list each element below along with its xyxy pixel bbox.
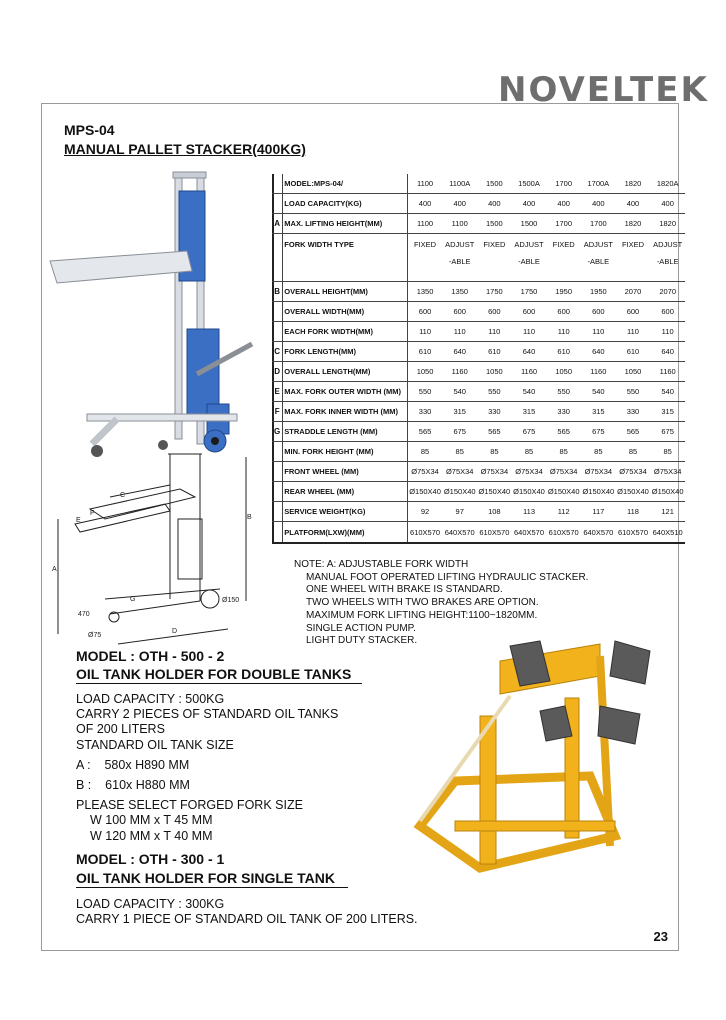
row-label: MAX. FORK INNER WIDTH (MM) <box>283 402 407 422</box>
cell-value: Ø75X34 <box>442 462 477 482</box>
cell-value: Ø150X40 <box>581 482 616 502</box>
dim-label-f: F <box>90 510 95 517</box>
oth500-title: OIL TANK HOLDER FOR DOUBLE TANKS <box>76 666 362 684</box>
cell-line: -ABLE <box>448 256 471 266</box>
stacker-dimension-drawing <box>50 449 272 654</box>
dim-label-470: 470 <box>78 611 90 618</box>
fork-size-heading: PLEASE SELECT FORGED FORK SIZE <box>76 798 303 813</box>
oth300-model: MODEL : OTH - 300 - 1 <box>76 851 225 867</box>
cell-value: 640 <box>581 341 616 361</box>
note-line: TWO WHEELS WITH TWO BRAKES ARE OPTION. <box>306 597 539 609</box>
catalog-page-frame <box>41 103 684 951</box>
cell-value: 1100A <box>442 174 477 193</box>
cell-value: 1160 <box>650 361 685 381</box>
dim-label-e: E <box>76 517 81 524</box>
table-row <box>272 174 685 193</box>
cell-value: 1500 <box>512 213 547 233</box>
cell-value: 1160 <box>512 361 547 381</box>
cell-value: 315 <box>512 402 547 422</box>
pallet-stacker-photo <box>47 169 269 464</box>
spec-table <box>272 174 685 544</box>
row-label: FORK WIDTH TYPE <box>283 233 407 281</box>
row-label: FORK LENGTH(MM) <box>283 341 407 361</box>
cell-value: 1750 <box>477 281 512 301</box>
cell-value: 112 <box>546 502 581 522</box>
row-code: E <box>272 381 283 401</box>
cell-value: 2070 <box>616 281 651 301</box>
cell-line: FIXED <box>414 239 437 249</box>
cell-value: Ø75X34 <box>512 462 547 482</box>
cell-value: 2070 <box>650 281 685 301</box>
table-row <box>272 402 685 422</box>
cell-value <box>477 233 512 281</box>
cell-line: ADJUST <box>653 239 683 249</box>
cell-value: 110 <box>581 321 616 341</box>
oil-tank-holder-photo <box>360 636 675 888</box>
cell-line: ADJUST <box>583 239 613 249</box>
cell-value: 675 <box>512 422 547 442</box>
cell-value <box>616 233 651 281</box>
cell-value: 610X570 <box>616 522 651 543</box>
oth300-title: OIL TANK HOLDER FOR SINGLE TANK <box>76 870 348 888</box>
row-label: OVERALL HEIGHT(MM) <box>283 281 407 301</box>
cell-value: 675 <box>650 422 685 442</box>
cell-value: 315 <box>442 402 477 422</box>
note-line: SINGLE ACTION PUMP. <box>306 622 416 634</box>
product-title: MANUAL PALLET STACKER(400KG) <box>64 141 306 157</box>
notes-block <box>294 559 588 648</box>
cell-value: 85 <box>512 442 547 462</box>
cell-value: Ø75X34 <box>581 462 616 482</box>
cell-value: Ø150X40 <box>546 482 581 502</box>
cell-value: 1700 <box>546 213 581 233</box>
row-label: MODEL:MPS-04/ <box>283 174 407 193</box>
cell-value: 85 <box>650 442 685 462</box>
cell-line: ADJUST <box>514 239 544 249</box>
cell-value: 540 <box>442 381 477 401</box>
cell-value <box>407 233 442 281</box>
cell-value: 550 <box>477 381 512 401</box>
row-code <box>272 174 283 193</box>
cell-value: 1700 <box>581 213 616 233</box>
cell-value: 400 <box>477 193 512 213</box>
cell-value: 330 <box>546 402 581 422</box>
cell-line: -ABLE <box>518 256 540 266</box>
row-label: FRONT WHEEL (MM) <box>283 462 407 482</box>
cell-value: 1820 <box>616 174 651 193</box>
cell-value: 400 <box>546 193 581 213</box>
cell-value: 565 <box>407 422 442 442</box>
row-label: LOAD CAPACITY(KG) <box>283 193 407 213</box>
row-label: OVERALL WIDTH(MM) <box>283 301 407 321</box>
row-code <box>272 233 283 281</box>
fork-size-option: W 120 MM x T 40 MM <box>90 828 213 843</box>
cell-value: 110 <box>616 321 651 341</box>
cell-value: 640X570 <box>581 522 616 543</box>
cell-value: 1500 <box>477 213 512 233</box>
cell-value: 330 <box>407 402 442 422</box>
row-label: SERVICE WEIGHT(KG) <box>283 502 407 522</box>
cell-value: 110 <box>407 321 442 341</box>
cell-value: 565 <box>616 422 651 442</box>
cell-value: 1350 <box>407 281 442 301</box>
cell-value <box>546 233 581 281</box>
tank-size-a: A : 580x H890 MM <box>76 757 190 772</box>
table-row <box>272 321 685 341</box>
cell-value: 640X510 <box>650 522 685 543</box>
cell-value: 85 <box>581 442 616 462</box>
cell-value: 330 <box>477 402 512 422</box>
table-row <box>272 341 685 361</box>
table-row <box>272 502 685 522</box>
spec-line: LOAD CAPACITY : 300KG <box>76 897 225 911</box>
cell-value: 1350 <box>442 281 477 301</box>
row-code <box>272 442 283 462</box>
cell-value: 1700 <box>546 174 581 193</box>
cell-value: 1820A <box>650 174 685 193</box>
cell-value: Ø75X34 <box>477 462 512 482</box>
row-label: MAX. LIFTING HEIGHT(MM) <box>283 213 407 233</box>
cell-value: 108 <box>477 502 512 522</box>
cell-value: Ø150X40 <box>650 482 685 502</box>
cell-value: 610X570 <box>477 522 512 543</box>
row-code <box>272 301 283 321</box>
row-code <box>272 193 283 213</box>
cell-value: 85 <box>546 442 581 462</box>
cell-value: 110 <box>477 321 512 341</box>
cell-value: 315 <box>581 402 616 422</box>
cell-value: Ø75X34 <box>650 462 685 482</box>
cell-value: 1500 <box>477 174 512 193</box>
cell-value: 121 <box>650 502 685 522</box>
cell-value: 113 <box>512 502 547 522</box>
table-row <box>272 361 685 381</box>
cell-value: 110 <box>546 321 581 341</box>
fork-size-option: W 100 MM x T 45 MM <box>90 813 213 828</box>
cell-value: 600 <box>442 301 477 321</box>
cell-value: Ø150X40 <box>616 482 651 502</box>
tank-size-b: B : 610x H880 MM <box>76 778 190 793</box>
row-code: D <box>272 361 283 381</box>
row-label: PLATFORM(LXW)(MM) <box>283 522 407 543</box>
dim-label-b: B <box>247 514 252 521</box>
cell-value: 640 <box>650 341 685 361</box>
cell-value: 117 <box>581 502 616 522</box>
brand-logo: NOVELTEK <box>498 70 709 110</box>
cell-line: FIXED <box>552 239 575 249</box>
table-row <box>272 522 685 543</box>
cell-value: 1050 <box>546 361 581 381</box>
cell-value: 600 <box>546 301 581 321</box>
cell-value <box>512 233 547 281</box>
oth500-description <box>76 692 338 844</box>
cell-value: 550 <box>616 381 651 401</box>
cell-value: 675 <box>442 422 477 442</box>
cell-value: 565 <box>546 422 581 442</box>
table-row <box>272 281 685 301</box>
cell-line: -ABLE <box>587 256 610 266</box>
cell-value: 600 <box>616 301 651 321</box>
cell-value: 1050 <box>477 361 512 381</box>
cell-line: FIXED <box>483 239 506 249</box>
cell-value: 1100 <box>442 213 477 233</box>
row-label: MAX. FORK OUTER WIDTH (MM) <box>283 381 407 401</box>
cell-value: 97 <box>442 502 477 522</box>
cell-value: 92 <box>407 502 442 522</box>
table-row <box>272 301 685 321</box>
cell-value: Ø75X34 <box>616 462 651 482</box>
row-code: F <box>272 402 283 422</box>
note-line: LIGHT DUTY STACKER. <box>306 635 418 647</box>
dim-label-g: G <box>130 596 136 603</box>
cell-value: 640 <box>512 341 547 361</box>
cell-value: Ø150X40 <box>442 482 477 502</box>
row-code <box>272 482 283 502</box>
cell-value <box>581 233 616 281</box>
row-label: REAR WHEEL (MM) <box>283 482 407 502</box>
cell-value: 1100 <box>407 213 442 233</box>
cell-value: 1500A <box>512 174 547 193</box>
oth300-description <box>76 897 418 927</box>
cell-value: 110 <box>442 321 477 341</box>
cell-value: 1050 <box>616 361 651 381</box>
note-line: ONE WHEEL WITH BRAKE IS STANDARD. <box>306 584 503 596</box>
cell-value: Ø75X34 <box>407 462 442 482</box>
table-row <box>272 422 685 442</box>
cell-value: 600 <box>581 301 616 321</box>
cell-value: 85 <box>407 442 442 462</box>
cell-value: Ø150X40 <box>407 482 442 502</box>
table-row <box>272 462 685 482</box>
note-line: MAXIMUM FORK LIFTING HEIGHT:1100~1820MM. <box>306 609 538 621</box>
spec-line: STANDARD OIL TANK SIZE <box>76 737 234 752</box>
cell-value: Ø75X34 <box>546 462 581 482</box>
cell-value: 1820 <box>650 213 685 233</box>
row-code <box>272 522 283 543</box>
cell-value: 400 <box>442 193 477 213</box>
note-line: NOTE: A: ADJUSTABLE FORK WIDTH <box>294 559 469 570</box>
row-label: STRADDLE LENGTH (MM) <box>283 422 407 442</box>
table-row <box>272 442 685 462</box>
cell-value: 600 <box>477 301 512 321</box>
cell-line: FIXED <box>621 239 645 249</box>
cell-value: 1700A <box>581 174 616 193</box>
table-row <box>272 213 685 233</box>
cell-value: 550 <box>546 381 581 401</box>
cell-value: 110 <box>650 321 685 341</box>
page-number: 23 <box>653 929 668 944</box>
row-label: OVERALL LENGTH(MM) <box>283 361 407 381</box>
row-code: C <box>272 341 283 361</box>
cell-value: 610 <box>407 341 442 361</box>
cell-line: ADJUST <box>445 239 475 249</box>
cell-value: 600 <box>407 301 442 321</box>
cell-line: -ABLE <box>656 256 679 266</box>
row-label: MIN. FORK HEIGHT (MM) <box>283 442 407 462</box>
table-row <box>272 193 685 213</box>
cell-value: 640 <box>442 341 477 361</box>
cell-value: 610X570 <box>407 522 442 543</box>
cell-value: 540 <box>512 381 547 401</box>
note-line: MANUAL FOOT OPERATED LIFTING HYDRAULIC STACKER. <box>306 571 589 583</box>
cell-value: 400 <box>616 193 651 213</box>
row-code <box>272 462 283 482</box>
row-code: G <box>272 422 283 442</box>
row-code: B <box>272 281 283 301</box>
spec-line: CARRY 1 PIECE OF STANDARD OIL TANK OF 200 LITERS. <box>76 912 418 927</box>
cell-value: 85 <box>477 442 512 462</box>
dim-label-d75: Ø75 <box>88 632 102 639</box>
cell-value: 1100 <box>407 174 442 193</box>
cell-value: 400 <box>581 193 616 213</box>
spec-line: LOAD CAPACITY : 500KG <box>76 692 225 706</box>
cell-value: Ø150X40 <box>477 482 512 502</box>
cell-value: 600 <box>512 301 547 321</box>
cell-value: 1160 <box>581 361 616 381</box>
table-row <box>272 482 685 502</box>
cell-value: 640X570 <box>442 522 477 543</box>
dim-label-c: C <box>120 492 126 499</box>
dim-label-d150: Ø150 <box>222 597 240 604</box>
cell-value: 675 <box>581 422 616 442</box>
row-code: A <box>272 213 283 233</box>
cell-value: Ø150X40 <box>512 482 547 502</box>
cell-value: 1950 <box>581 281 616 301</box>
table-row <box>272 381 685 401</box>
cell-value: 550 <box>407 381 442 401</box>
cell-value <box>442 233 477 281</box>
cell-value: 1820 <box>616 213 651 233</box>
cell-value: 610 <box>477 341 512 361</box>
cell-value: 330 <box>616 402 651 422</box>
cell-value: 540 <box>581 381 616 401</box>
product-code: MPS-04 <box>64 122 115 138</box>
cell-value: 1750 <box>512 281 547 301</box>
cell-value: 565 <box>477 422 512 442</box>
cell-value: 110 <box>512 321 547 341</box>
cell-value: 118 <box>616 502 651 522</box>
cell-value: 600 <box>650 301 685 321</box>
cell-value: 610X570 <box>546 522 581 543</box>
cell-value <box>650 233 685 281</box>
row-label: EACH FORK WIDTH(MM) <box>283 321 407 341</box>
cell-value: 400 <box>407 193 442 213</box>
dim-label-a: A <box>52 566 57 573</box>
cell-value: 85 <box>616 442 651 462</box>
cell-value: 400 <box>512 193 547 213</box>
dim-label-d: D <box>172 628 178 635</box>
cell-value: 315 <box>650 402 685 422</box>
row-code <box>272 502 283 522</box>
row-code <box>272 321 283 341</box>
cell-value: 1050 <box>407 361 442 381</box>
cell-value: 540 <box>650 381 685 401</box>
spec-line: OF 200 LITERS <box>76 722 165 737</box>
table-row <box>272 233 685 281</box>
cell-value: 640X570 <box>512 522 547 543</box>
cell-value: 400 <box>650 193 685 213</box>
cell-value: 1160 <box>442 361 477 381</box>
spec-line: CARRY 2 PIECES OF STANDARD OIL TANKS <box>76 707 339 722</box>
cell-value: 610 <box>616 341 651 361</box>
oth500-model: MODEL : OTH - 500 - 2 <box>76 648 225 664</box>
cell-value: 610 <box>546 341 581 361</box>
cell-value: 1950 <box>546 281 581 301</box>
cell-value: 85 <box>442 442 477 462</box>
